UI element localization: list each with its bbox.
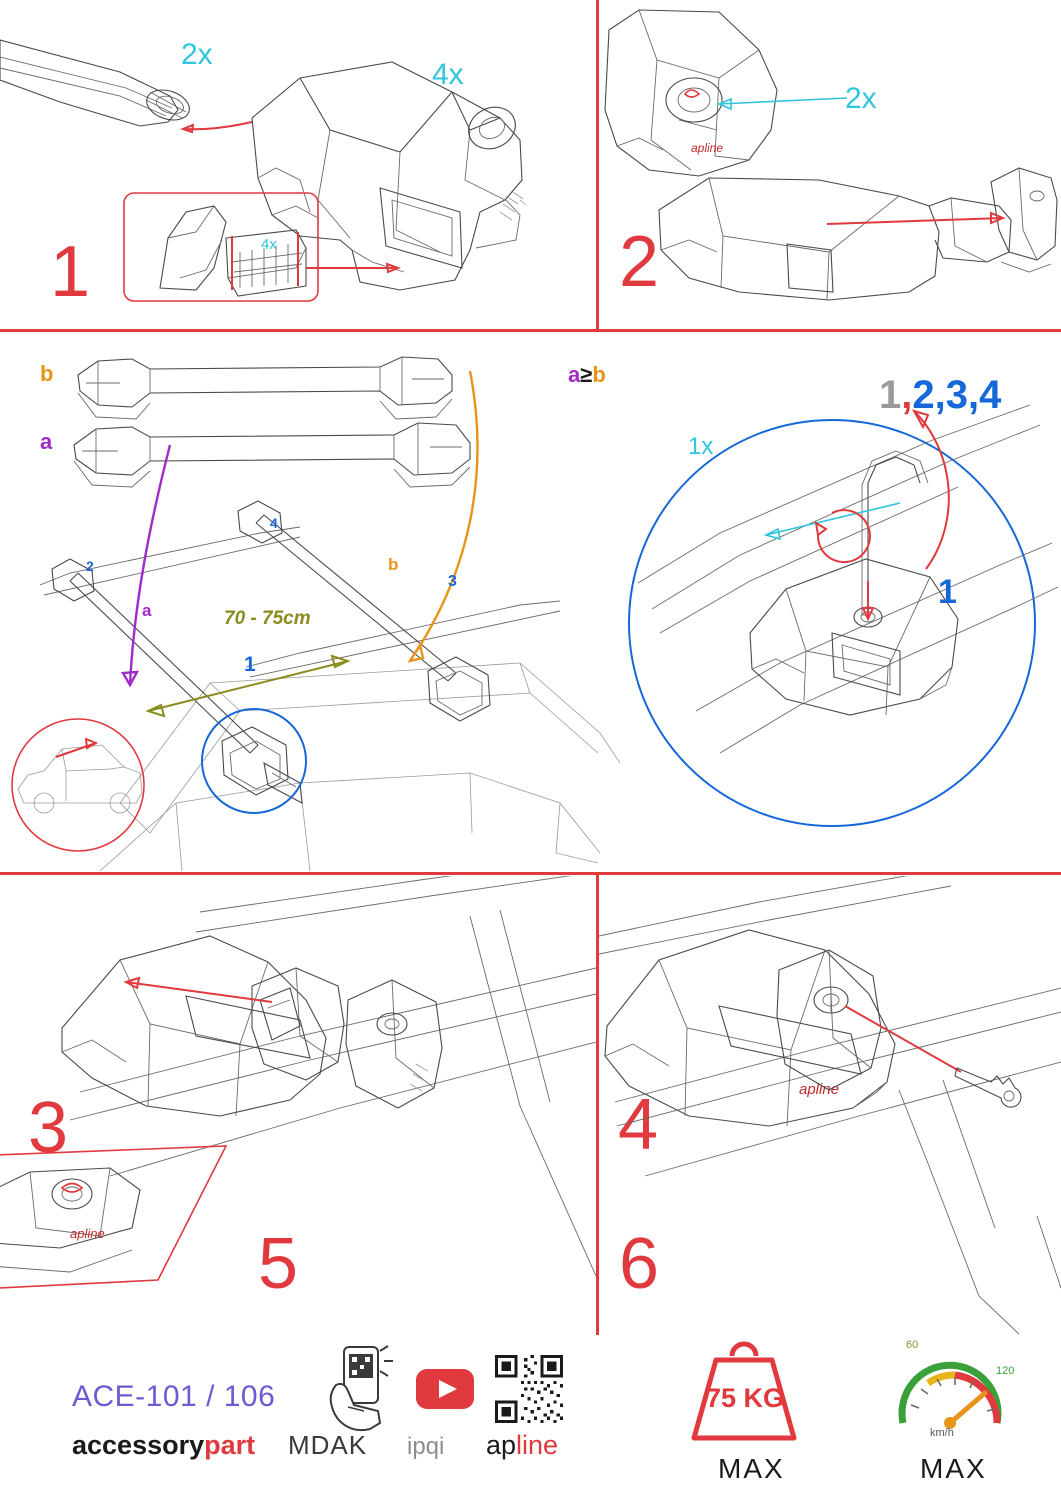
product-code: ACE-101 / 106 — [72, 1380, 276, 1413]
gauge-max-label: 120 — [996, 1365, 1015, 1377]
partner-apline — [486, 1430, 558, 1461]
brand-accessorypart — [72, 1430, 255, 1461]
step-4-number: 4 — [618, 1085, 657, 1165]
step-1-panel — [0, 0, 596, 329]
gauge-min-label: 60 — [906, 1339, 919, 1351]
step-1-number: 1 — [50, 232, 89, 312]
step3-pos-4: 4 — [270, 515, 278, 531]
divider-row2 — [0, 872, 1061, 875]
step-3-number: 3 — [28, 1088, 67, 1168]
partner-mdak: MDAK — [288, 1430, 368, 1460]
step4-condition: a≥b — [568, 362, 606, 387]
step3-arrow-label-b: b — [388, 555, 399, 574]
step-5-illustration — [0, 876, 596, 1335]
step-2-illustration — [599, 0, 1061, 329]
step-6-panel — [599, 876, 1061, 1335]
step1-qty-bar: 2x — [181, 38, 213, 71]
step-5-panel — [0, 876, 596, 1335]
step4-order-sequence — [879, 373, 1001, 418]
step3-arrow-label-a: a — [142, 601, 152, 620]
svg-text:apline: apline — [691, 141, 724, 155]
step1-qty-pad: 4x — [261, 236, 277, 253]
footer — [0, 1335, 1061, 1500]
step-2-number: 2 — [619, 222, 658, 302]
step3-label-a: a — [40, 429, 53, 454]
load-limit-label: MAX — [718, 1453, 785, 1484]
qr-code — [495, 1355, 563, 1423]
partner-ipqi: ipqi — [407, 1433, 445, 1460]
step3-pos-2: 2 — [86, 558, 94, 574]
step3-label-b: b — [40, 361, 54, 386]
step2-qty-lock: 2x — [845, 82, 877, 115]
step4-qty-tool: 1x — [688, 433, 714, 460]
step1-qty-foot: 4x — [432, 58, 464, 91]
svg-text:apline: apline — [70, 1226, 105, 1241]
step3-pos-1: 1 — [244, 653, 256, 676]
step-3-panel — [0, 333, 620, 1168]
step-6-number: 6 — [619, 1224, 658, 1304]
brand-part2: part — [204, 1430, 256, 1460]
step-2-panel — [599, 0, 1061, 329]
seq-comma: , — [901, 373, 913, 417]
svg-text:apline: apline — [799, 1081, 840, 1098]
speed-unit-label: km/h — [930, 1427, 954, 1439]
step-1-illustration — [0, 0, 596, 329]
step4-order-first: 1 — [938, 573, 957, 611]
apline-part2: line — [516, 1430, 559, 1460]
apline-part1: ap — [486, 1430, 517, 1460]
brand-part1: accessory — [72, 1430, 205, 1460]
step3-distance-label: 70 - 75cm — [224, 608, 311, 629]
speed-limit-label: MAX — [920, 1453, 987, 1484]
step-3-illustration — [0, 333, 620, 871]
qr-hand-icon — [318, 1345, 400, 1433]
seq-rest: 2,3,4 — [912, 373, 1002, 417]
load-limit-value: 75 KG — [706, 1383, 785, 1413]
seq-1: 1 — [879, 373, 902, 417]
step-6-illustration — [599, 876, 1061, 1335]
step-5-number: 5 — [258, 1224, 297, 1304]
youtube-icon[interactable] — [415, 1368, 475, 1410]
divider-row1 — [0, 329, 1061, 332]
step3-pos-3: 3 — [448, 573, 457, 590]
